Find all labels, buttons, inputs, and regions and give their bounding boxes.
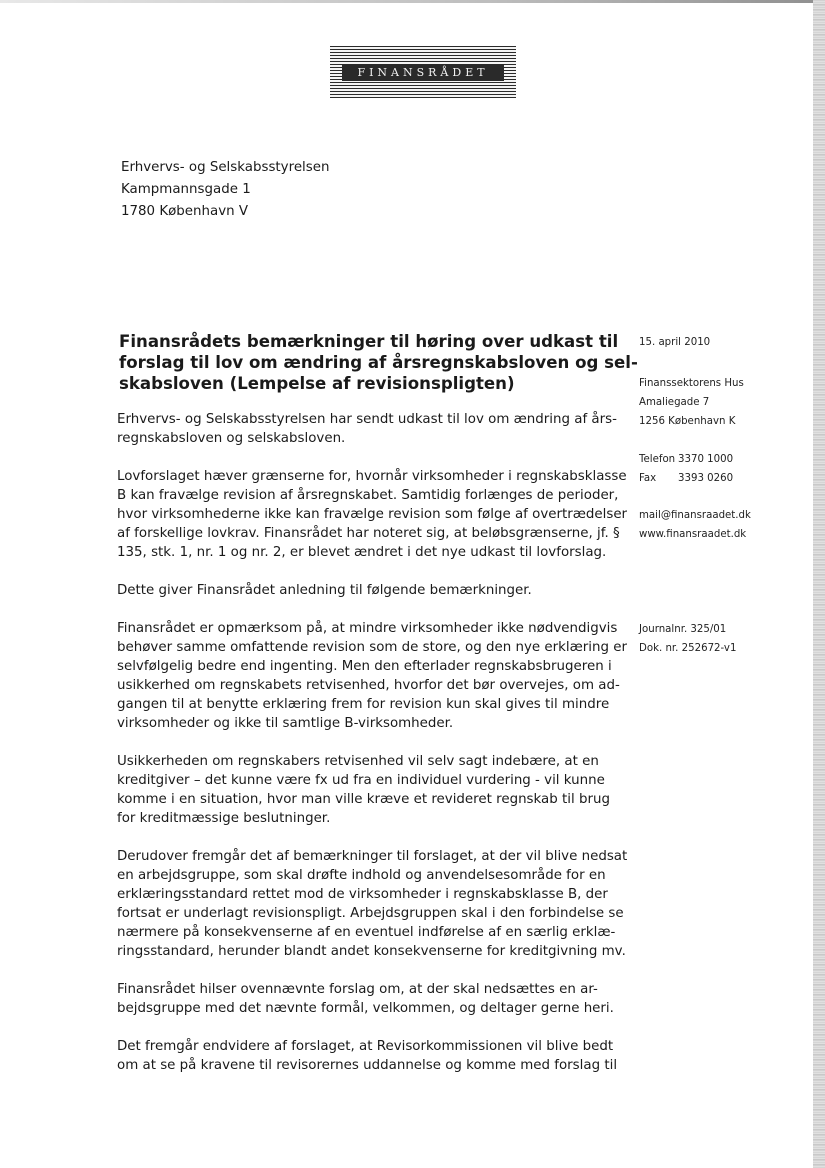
paragraph-line: nærmere på konsekvenserne af en eventuel indførelse af en særlig erklæ- xyxy=(117,925,616,940)
paragraph-line: Erhvervs- og Selskabsstyrelsen har sendt udkast til lov om ændring af års- xyxy=(117,412,617,427)
body-paragraph xyxy=(117,581,595,600)
title-line: skabsloven (Lempelse af revisionspligten) xyxy=(119,374,515,393)
recipient-line: 1780 København V xyxy=(121,204,249,219)
scan-edge-top xyxy=(0,0,825,3)
paragraph-line: komme i en situation, hvor man ville kræve et revideret regnskab til brug xyxy=(117,792,610,807)
paragraph-line: fortsat er underlagt revisionspligt. Arbejdsgruppen skal i den forbindelse se xyxy=(117,906,624,921)
body-paragraph xyxy=(117,1037,618,1075)
paragraph-line: for kreditmæssige beslutninger. xyxy=(117,811,331,826)
document-number: Dok. nr. 252672-v1 xyxy=(639,643,737,654)
title-line: Finansrådets bemærkninger til høring over udkast til xyxy=(119,332,619,351)
paragraph-line: Finansrådet er opmærksom på, at mindre virksomheder ikke nødvendigvis xyxy=(117,621,618,636)
letter-title xyxy=(119,331,638,394)
paragraph-line: 135, stk. 1, nr. 1 og nr. 2, er blevet ændret i det nye udkast til lovforslag. xyxy=(117,545,607,560)
paragraph-line: Derudover fremgår det af bemærkninger til forslaget, at der vil blive nedsat xyxy=(117,849,628,864)
paragraph-line: om at se på kravene til revisorernes uddannelse og komme med forslag til xyxy=(117,1058,618,1073)
body-paragraph xyxy=(117,752,610,828)
paragraph-line: B kan fravælge revision af årsregnskabet. Samtidig forlænges de perioder, xyxy=(117,488,619,503)
body-paragraph xyxy=(117,980,614,1018)
sender-line: 1256 København K xyxy=(639,416,736,427)
paragraph-line: Dette giver Finansrådet anledning til følgende bemærkninger. xyxy=(117,583,532,598)
paragraph-line: usikkerhed om regnskabets retvisenhed, hvorfor det bør overvejes, om ad- xyxy=(117,678,620,693)
finansraadet-logo xyxy=(330,46,516,98)
document-reference xyxy=(639,620,736,658)
paragraph-line: af forskellige lovkrav. Finansrådet har noteret sig, at beløbsgrænserne, jf. § xyxy=(117,526,620,541)
paragraph-line: virksomheder og ikke til samtlige B-virksomheder. xyxy=(117,716,454,731)
date-text: 15. april 2010 xyxy=(639,337,711,348)
fax-label: Fax xyxy=(639,473,657,484)
sender-address xyxy=(639,374,744,431)
paragraph-line: Det fremgår endvidere af forslaget, at Revisorkommissionen vil blive bedt xyxy=(117,1039,614,1054)
paragraph-line: bejdsgruppe med det nævnte formål, velkommen, og deltager gerne heri. xyxy=(117,1001,614,1016)
journal-number: Journalnr. 325/01 xyxy=(639,624,727,635)
body-paragraph xyxy=(117,619,627,733)
phone-label: Telefon xyxy=(639,454,676,465)
paragraph-line: hvor virksomhederne ikke kan fravælge revision som følge af overtrædelser xyxy=(117,507,628,522)
paragraph-line: en arbejdsgruppe, som skal drøfte indhold og anvendelsesområde for en xyxy=(117,868,606,883)
sender-line: Finanssektorens Hus xyxy=(639,378,744,389)
website-text: www.finansraadet.dk xyxy=(639,529,747,540)
paragraph-line: behøver samme omfattende revision som de store, og den nye erklæring er xyxy=(117,640,627,655)
recipient-line: Kampmannsgade 1 xyxy=(121,182,251,197)
sender-line: Amaliegade 7 xyxy=(639,397,710,408)
sender-contact xyxy=(639,506,751,544)
paragraph-line: gangen til at benytte erklæring frem for revision kun skal gives til mindre xyxy=(117,697,610,712)
body-paragraph xyxy=(117,847,628,961)
body-paragraph xyxy=(117,410,617,448)
body-paragraph xyxy=(117,467,628,562)
email-text: mail@finansraadet.dk xyxy=(639,510,751,521)
phone-number: 3370 1000 xyxy=(678,454,734,465)
title-line: forslag til lov om ændring af årsregnskabsloven og sel- xyxy=(119,353,638,372)
sender-phone xyxy=(639,450,733,488)
recipient-address xyxy=(121,157,329,223)
paragraph-line: Finansrådet hilser ovennævnte forslag om, at der skal nedsættes en ar- xyxy=(117,982,598,997)
logo-text: FINANSRÅDET xyxy=(357,66,489,79)
recipient-line: Erhvervs- og Selskabsstyrelsen xyxy=(121,160,330,175)
scan-edge-right xyxy=(813,0,825,1168)
paragraph-line: kreditgiver – det kunne være fx ud fra en individuel vurdering - vil kunne xyxy=(117,773,605,788)
letter-body xyxy=(117,410,628,1094)
paragraph-line: Lovforslaget hæver grænserne for, hvornår virksomheder i regnskabsklasse xyxy=(117,469,627,484)
letter-date xyxy=(639,337,710,348)
paragraph-line: erklæringsstandard rettet mod de virksomheder i regnskabsklasse B, der xyxy=(117,887,608,902)
paragraph-line: selvfølgelig bedre end ingenting. Men den efterlader regnskabsbrugeren i xyxy=(117,659,612,674)
paragraph-line: regnskabsloven og selskabsloven. xyxy=(117,431,346,446)
paragraph-line: Usikkerheden om regnskabers retvisenhed vil selv sagt indebære, at en xyxy=(117,754,599,769)
fax-number: 3393 0260 xyxy=(678,473,734,484)
paragraph-line: ringsstandard, herunder blandt andet konsekvenserne for kreditgivning mv. xyxy=(117,944,626,959)
